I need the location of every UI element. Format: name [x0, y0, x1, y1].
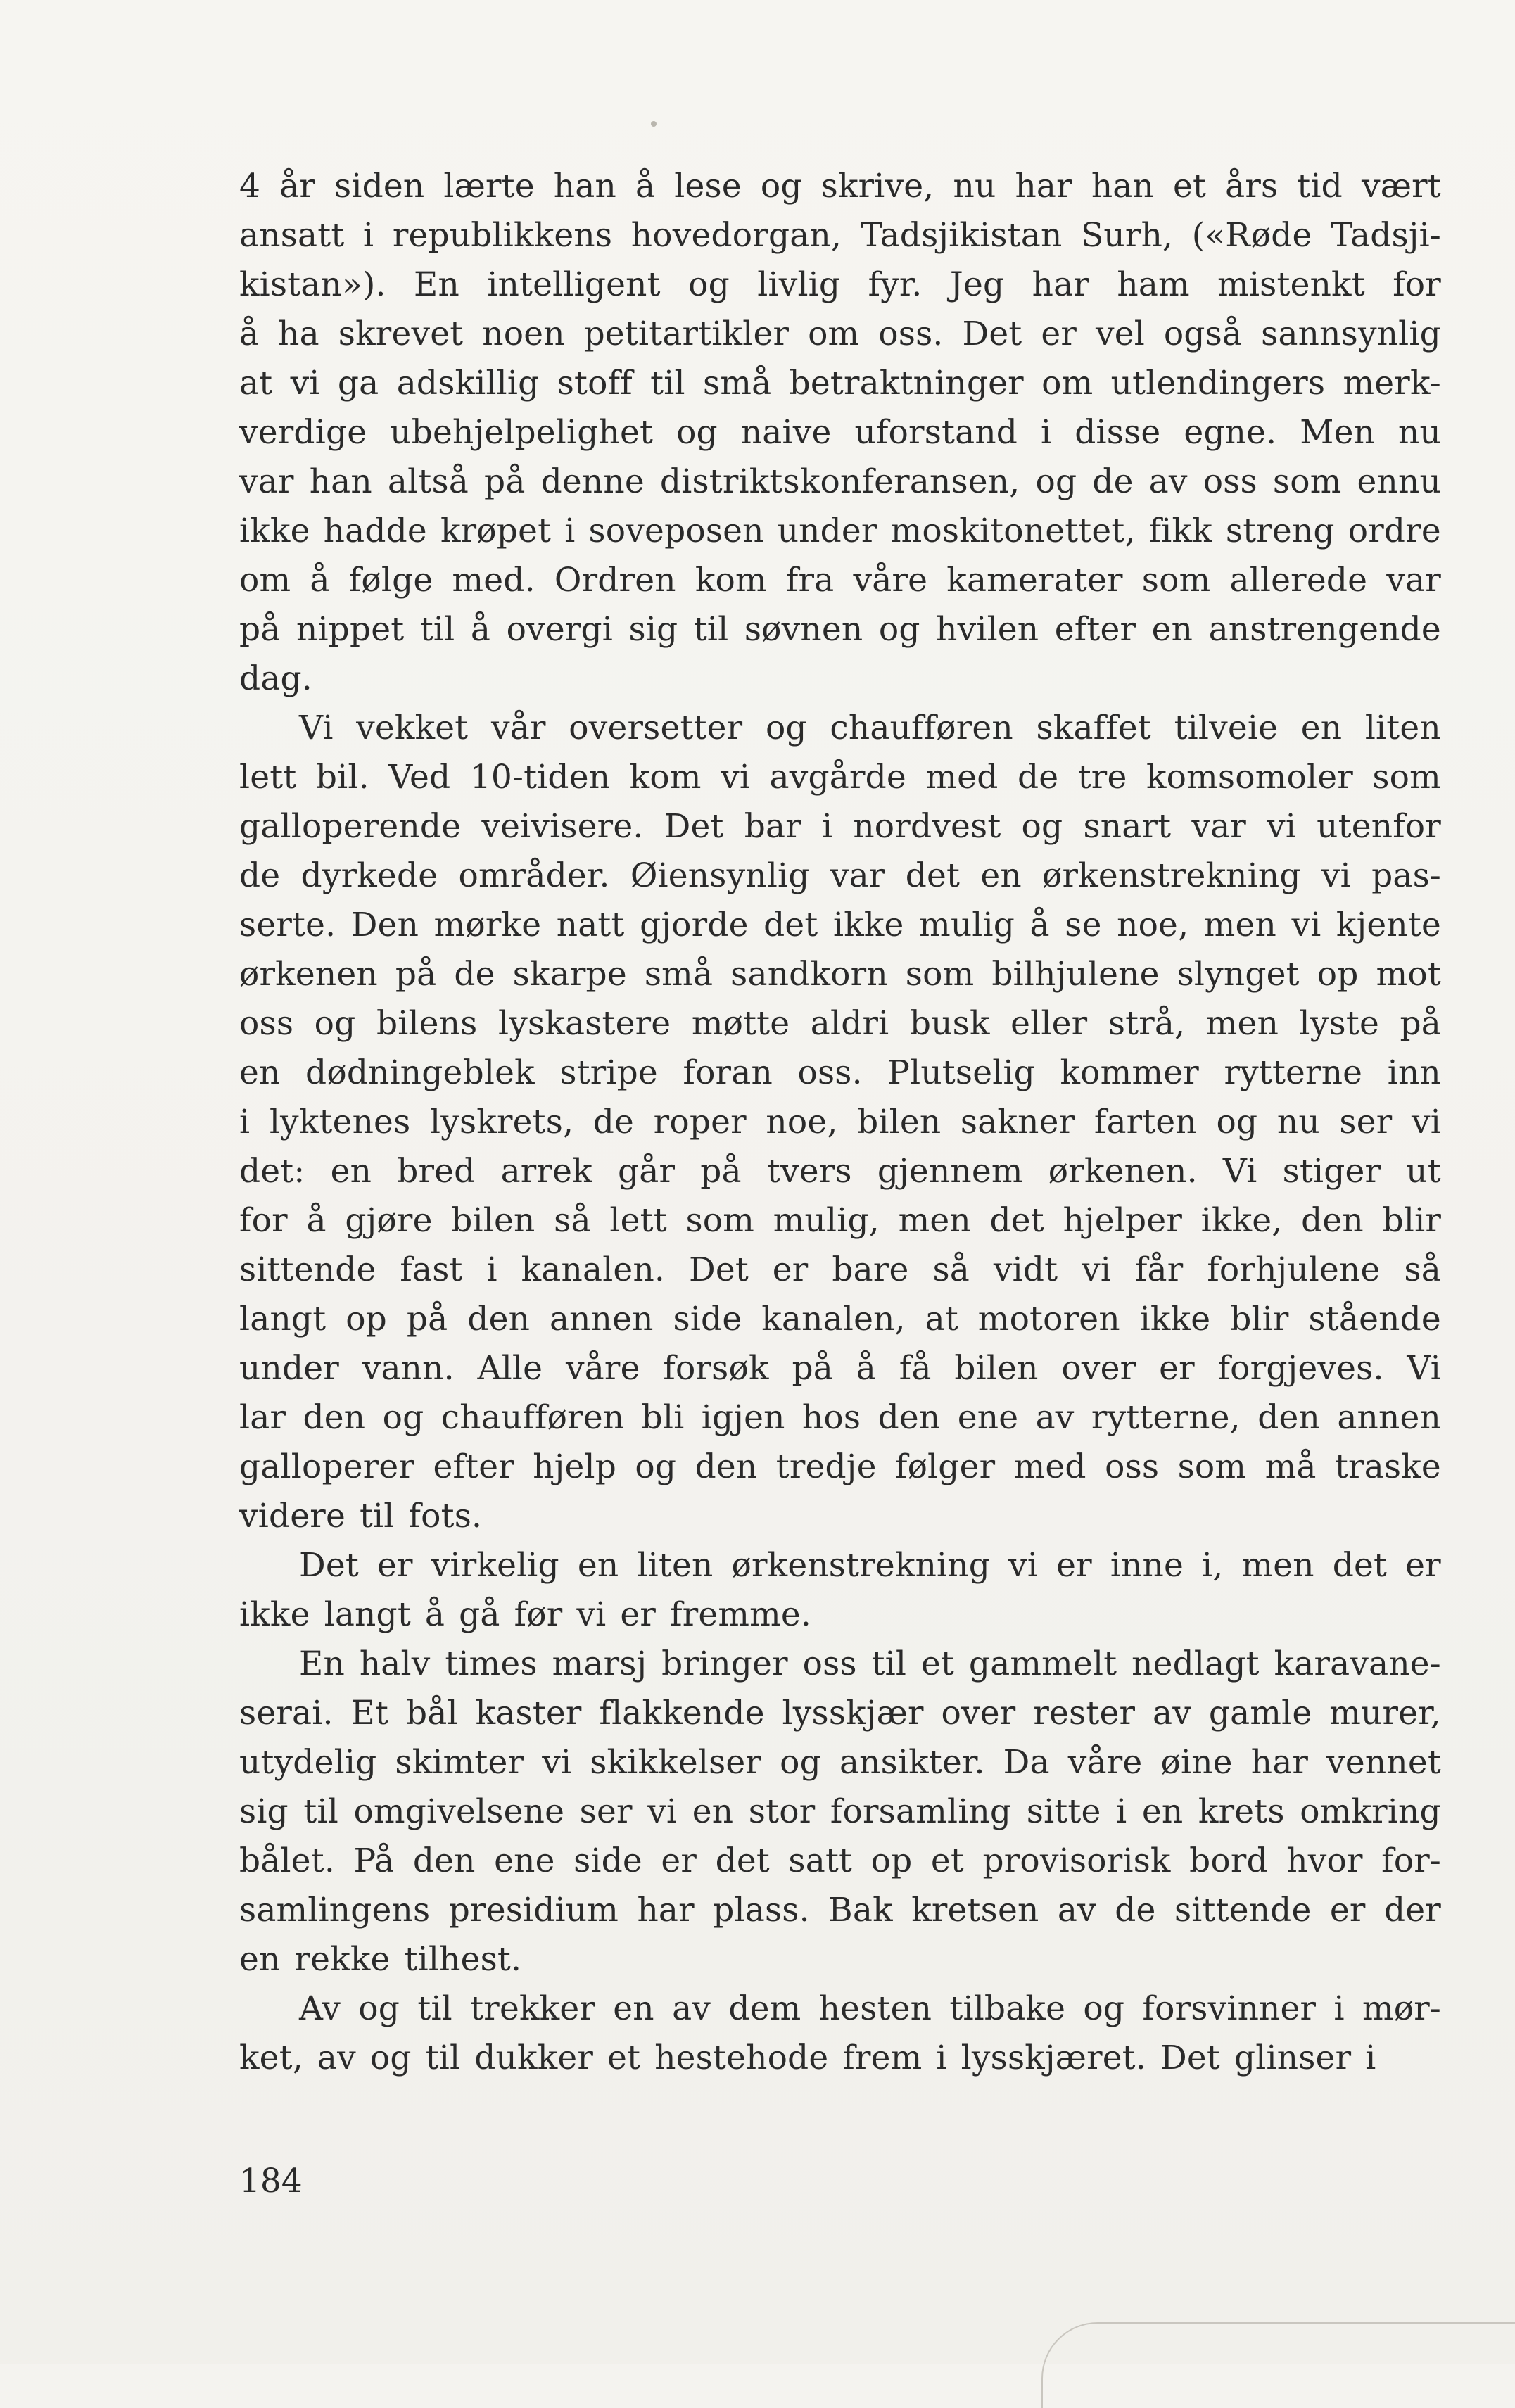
text-line: kistan»). En intelligent og livlig fyr. Jeg har ham mistenkt for	[239, 265, 1441, 304]
paragraph	[239, 1640, 1441, 1984]
text-line: å ha skrevet noen petitartikler om oss. Det er vel også sannsynlig	[239, 315, 1441, 353]
text-line: under vann. Alle våre forsøk på å få bilen over er forgjeves. Vi	[239, 1349, 1441, 1388]
text-line: Det er virkelig en liten ørkenstrekning vi er inne i, men det er	[299, 1546, 1441, 1585]
text-line: ikke hadde krøpet i soveposen under moskitonettet, fikk streng ordre	[239, 512, 1441, 550]
body-text	[239, 162, 1441, 2083]
text-line: sittende fast i kanalen. Det er bare så vidt vi får forhjulene så	[239, 1250, 1441, 1289]
text-line: på nippet til å overgi sig til søvnen og hvilen efter en anstrengende	[239, 610, 1441, 649]
text-line: lett bil. Ved 10-tiden kom vi avgårde med de tre komsomoler som	[239, 758, 1441, 797]
text-line: for å gjøre bilen så lett som mulig, men det hjelper ikke, den blir	[239, 1201, 1441, 1240]
text-line: en rekke tilhest.	[239, 1940, 522, 1979]
text-line: videre til fots.	[239, 1497, 483, 1535]
text-line: En halv times marsj bringer oss til et gammelt nedlagt karavane-	[299, 1645, 1441, 1683]
paper-speck	[651, 121, 657, 127]
text-line: ørkenen på de skarpe små sandkorn som bilhjulene slynget op mot	[239, 955, 1441, 994]
text-line: langt op på den annen side kanalen, at motoren ikke blir stående	[239, 1300, 1441, 1338]
text-line: galloperer efter hjelp og den tredje følger med oss som må traske	[239, 1447, 1441, 1486]
text-line: det: en bred arrek går på tvers gjennem ørkenen. Vi stiger ut	[239, 1152, 1441, 1191]
text-line: var han altså på denne distriktskonferansen, og de av oss som ennu	[239, 462, 1441, 501]
text-line: Vi vekket vår oversetter og chaufføren skaffet tilveie en liten	[299, 709, 1441, 747]
text-line: en dødningeblek stripe foran oss. Plutselig kommer rytterne inn	[239, 1053, 1441, 1092]
page-edge-mark	[1041, 2322, 1515, 2408]
text-line: lar den og chaufføren bli igjen hos den ene av rytterne, den annen	[239, 1398, 1441, 1437]
text-line: i lyktenes lyskrets, de roper noe, bilen sakner farten og nu ser vi	[239, 1103, 1441, 1141]
text-line: om å følge med. Ordren kom fra våre kamerater som allerede var	[239, 561, 1441, 600]
text-line: Av og til trekker en av dem hesten tilbake og forsvinner i mør-	[299, 1989, 1441, 2028]
text-line: dag.	[239, 659, 312, 698]
text-line: utydelig skimter vi skikkelser og ansikter. Da våre øine har vennet	[239, 1743, 1441, 1782]
page-number: 184	[239, 2162, 303, 2200]
paragraph	[239, 704, 1441, 1541]
text-line: ansatt i republikkens hovedorgan, Tadsjikistan Surh, («Røde Tadsji-	[239, 216, 1441, 255]
text-line: ikke langt å gå før vi er fremme.	[239, 1595, 812, 1634]
text-line: sig til omgivelsene ser vi en stor forsamling sitte i en krets omkring	[239, 1792, 1441, 1831]
text-line: serai. Et bål kaster flakkende lysskjær over rester av gamle murer,	[239, 1694, 1441, 1732]
text-line: ket, av og til dukker et hestehode frem i lysskjæret. Det glinser i	[239, 2039, 1376, 2077]
text-line: oss og bilens lyskastere møtte aldri busk eller strå, men lyste på	[239, 1004, 1441, 1043]
paragraph	[239, 1541, 1441, 1640]
text-line: galloperende veivisere. Det bar i nordvest og snart var vi utenfor	[239, 807, 1441, 846]
paragraph	[239, 1984, 1441, 2083]
paragraph	[239, 162, 1441, 704]
text-line: verdige ubehjelpelighet og naive uforstand i disse egne. Men nu	[239, 413, 1441, 452]
text-line: 4 år siden lærte han å lese og skrive, nu har han et års tid vært	[239, 167, 1441, 205]
text-line: at vi ga adskillig stoff til små betraktninger om utlendingers merk-	[239, 364, 1441, 403]
text-line: serte. Den mørke natt gjorde det ikke mulig å se noe, men vi kjente	[239, 906, 1441, 944]
text-line: de dyrkede områder. Øiensynlig var det en ørkenstrekning vi pas-	[239, 856, 1441, 895]
text-line: bålet. På den ene side er det satt op et provisorisk bord hvor for-	[239, 1842, 1441, 1880]
text-line: samlingens presidium har plass. Bak kretsen av de sittende er der	[239, 1891, 1441, 1929]
